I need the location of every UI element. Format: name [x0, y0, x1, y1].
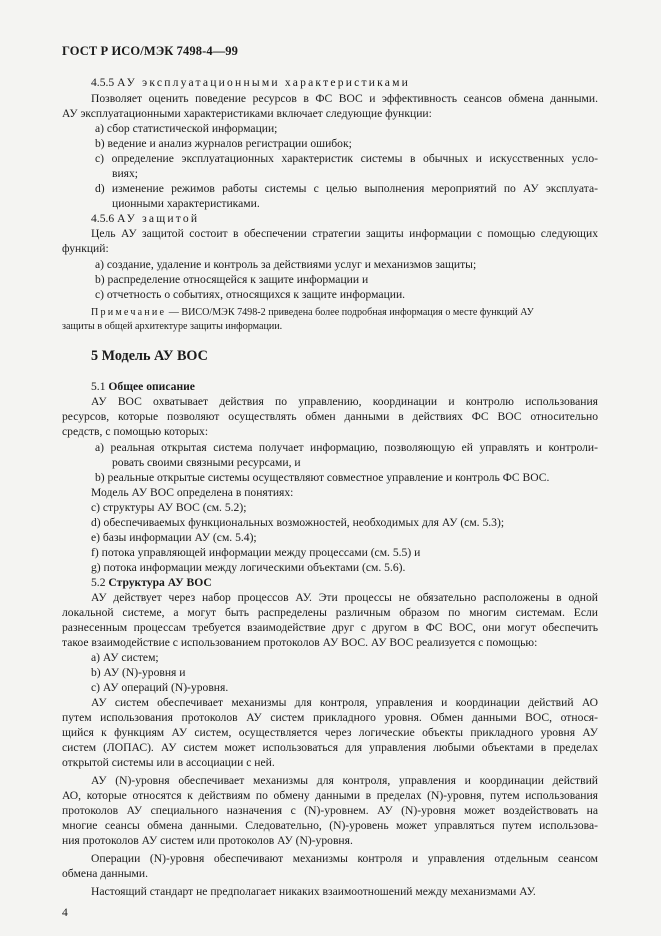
- section-title: АУ защитой: [117, 212, 200, 225]
- section-5-heading: 5 Модель АУ ВОС: [91, 348, 208, 364]
- paragraph-line: многие сеансы обмена данными. Следовательно, (N)-уровень может управляться путем использова-: [62, 819, 598, 832]
- list-item: d) обеспечиваемых функциональных возможностей, необходимых для АУ (см. 5.3);: [91, 516, 505, 529]
- paragraph-line: открытой системы или в ассоциации с ней.: [62, 756, 275, 769]
- paragraph-line: АУ действует через набор процессов АУ. Эти процессы не обязательно расположены в одной: [91, 591, 598, 604]
- list-item: b) ведение и анализ журналов регистрации ошибок;: [95, 137, 352, 150]
- list-item: b) распределение относящейся к защите информации и: [95, 273, 369, 286]
- section-number: 4.5.5: [91, 76, 115, 89]
- list-item: а) АУ систем;: [91, 651, 159, 664]
- paragraph-line: Операции (N)-уровня обеспечивают механизмы контроля и управления отдельным сеансом: [91, 852, 598, 865]
- list-item: b) АУ (N)-уровня и: [91, 666, 186, 679]
- list-item: b) реальные открытые системы осуществляют совместное управление и контроль ФС ВОС.: [95, 471, 550, 484]
- list-item: f) потока управляющей информации между процессами (см. 5.5) и: [91, 546, 421, 559]
- paragraph-line: АУ эксплуатационными характеристиками включает следующие функции:: [62, 107, 432, 120]
- section-5-1-heading: [91, 380, 195, 394]
- section-number: 5.2: [91, 576, 106, 589]
- list-item: c) АУ операций (N)-уровня.: [91, 681, 229, 694]
- list-item: а) создание, удаление и контроль за действиями услуг и механизмов защиты;: [95, 258, 477, 271]
- paragraph-line: разнесенным процессам требуется взаимодействие друг с другом в ФС ВОС, они могут обеспечить: [62, 621, 598, 634]
- page-number: 4: [62, 906, 68, 919]
- list-item: d) изменение режимов работы системы с целью выполнения мероприятий по АУ эксплуата-: [95, 182, 598, 195]
- list-item: а) сбор статистической информации;: [95, 122, 278, 135]
- list-item-continuation: ционными характеристиками.: [112, 197, 260, 210]
- paragraph-line: ния протоколов АУ систем или протоколов АУ (N)-уровня.: [62, 834, 353, 847]
- list-item: c) структуры АУ ВОС (см. 5.2);: [91, 501, 247, 514]
- section-number: 4.5.6: [91, 212, 115, 225]
- note-text: — ВИСО/МЭК 7498-2 приведена более подробная информация о месте функций АУ: [166, 307, 534, 318]
- paragraph-line: Модель АУ ВОС определена в понятиях:: [91, 486, 294, 499]
- paragraph-line: функций:: [62, 242, 109, 255]
- standard-code-header: ГОСТ Р ИСО/МЭК 7498-4—99: [62, 44, 238, 58]
- paragraph-line: АУ систем обеспечивает механизмы для контроля, управления и координации действий АО: [91, 696, 598, 709]
- list-item: а) реальная открытая система получает информацию, позволяющую ей управлять и контроли-: [95, 441, 598, 454]
- paragraph-line: путем использования протоколов АУ систем прикладного уровня. Обмен данными ВОС, относя-: [62, 711, 598, 724]
- section-5-2-heading: [91, 576, 212, 590]
- section-title: Структура АУ ВОС: [108, 576, 212, 589]
- paragraph-line: Позволяет оценить поведение ресурсов в ФС ВОС и эффективность сеансов обмена данными.: [91, 92, 598, 105]
- paragraph-line: средств, с помощью которых:: [62, 425, 209, 438]
- paragraph-line: протоколов АУ специального назначения с (N)-уровнем. АУ (N)-уровня может воздействовать на: [62, 804, 598, 817]
- paragraph-line: систем (ЛОПАС). АУ систем может использоваться для управления любыми объектами в пределах: [62, 741, 598, 754]
- paragraph-line: локальной системе, а могут быть распределены различным образом по многим системам. Если: [62, 606, 598, 619]
- list-item: g) потока информации между логическими объектами (см. 5.6).: [91, 561, 406, 574]
- paragraph-line: АО, которые относятся к действиям по обмену данными в пределах (N)-уровня, путем использования: [62, 789, 598, 802]
- paragraph-line: обмена данными.: [62, 867, 148, 880]
- section-title: АУ эксплуатационными характеристиками: [117, 76, 411, 89]
- list-item-continuation: виях;: [112, 167, 139, 180]
- paragraph-line: такое взаимодействие с использованием протоколов АУ ВОС. АУ ВОС реализуется с помощью:: [62, 636, 538, 649]
- note-line: защиты в общей архитектуре защиты информации.: [62, 321, 283, 332]
- list-item: c) отчетность о событиях, относящихся к защите информации.: [95, 288, 406, 301]
- section-4-5-5-heading: [91, 76, 410, 90]
- list-item: e) базы информации АУ (см. 5.4);: [91, 531, 257, 544]
- section-number: 5.1: [91, 380, 106, 393]
- paragraph-line: щийся к функциям АУ систем, осуществляется через логические объекты прикладного уровня АУ: [62, 726, 598, 739]
- paragraph-line: АУ ВОС охватывает действия по управлению, координации и контролю использования: [91, 395, 598, 408]
- section-title: Общее описание: [108, 380, 195, 393]
- list-item: c) определение эксплуатационных характеристик системы в обычных и искусственных усло-: [95, 152, 598, 165]
- paragraph-line: Цель АУ защитой состоит в обеспечении стратегии защиты информации с помощью следующих: [91, 227, 598, 240]
- paragraph-line: Настоящий стандарт не предполагает никаких взаимоотношений между механизмами АУ.: [91, 885, 536, 898]
- paragraph-line: АУ (N)-уровня обеспечивает механизмы для контроля, управления и координации действий: [91, 774, 598, 787]
- note-label: Примечание: [91, 307, 167, 318]
- section-4-5-6-heading: [91, 212, 199, 226]
- list-item-continuation: ровать своими связными ресурсами, и: [112, 456, 301, 469]
- paragraph-line: ресурсов, которые позволяют осуществлять обмен данными в действиях ФС ВОС относительно: [62, 410, 598, 423]
- note-line: [91, 306, 534, 320]
